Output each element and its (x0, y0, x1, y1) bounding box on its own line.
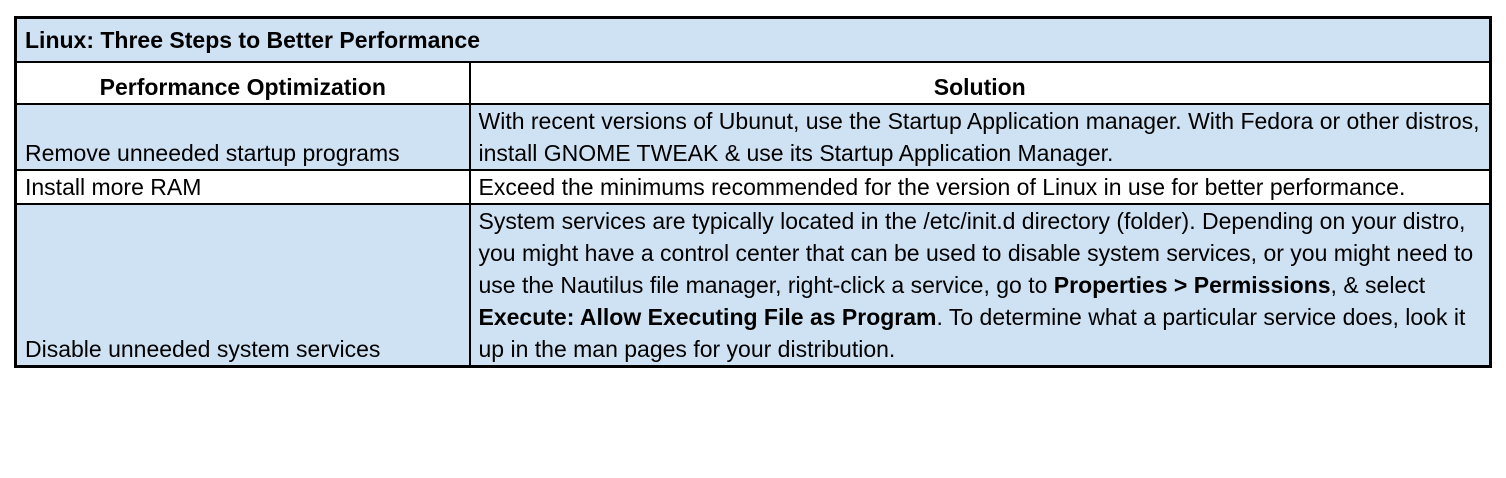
solution-cell: Exceed the minimums recommended for the version of Linux in use for better performance. (470, 170, 1491, 204)
solution-bold-option: Execute: Allow Executing File as Program (478, 304, 937, 330)
table-row (16, 204, 1491, 367)
header-optimization: Performance Optimization (16, 62, 470, 104)
table-title: Linux: Three Steps to Better Performance (16, 18, 1491, 63)
solution-bold-path: Properties > Permissions (1053, 272, 1331, 298)
solution-cell (470, 204, 1491, 367)
table-row (16, 104, 1491, 170)
performance-table (14, 16, 1492, 368)
optimization-cell: Install more RAM (16, 170, 470, 204)
header-row (16, 62, 1491, 104)
solution-cell: With recent versions of Ubunut, use the Startup Application manager. With Fedora or other distros, install GNOME TWEAK & use its Startup Application Manager. (470, 104, 1491, 170)
optimization-cell: Disable unneeded system services (16, 204, 470, 367)
optimization-cell: Remove unneeded startup programs (16, 104, 470, 170)
solution-text: , & select (1330, 272, 1426, 298)
header-solution: Solution (470, 62, 1491, 104)
table-row (16, 170, 1491, 204)
solution-text: . To determine what a particular service does, look it up in the man pages for your distribution. (478, 304, 1466, 362)
solution-text: System services are typically located in the /etc/init.d directory (folder). Depending on your distro, you might have a control center that can be used to disable system services, or you might need to use the Nautilus file manager, right-click a service, go to (478, 208, 1474, 298)
